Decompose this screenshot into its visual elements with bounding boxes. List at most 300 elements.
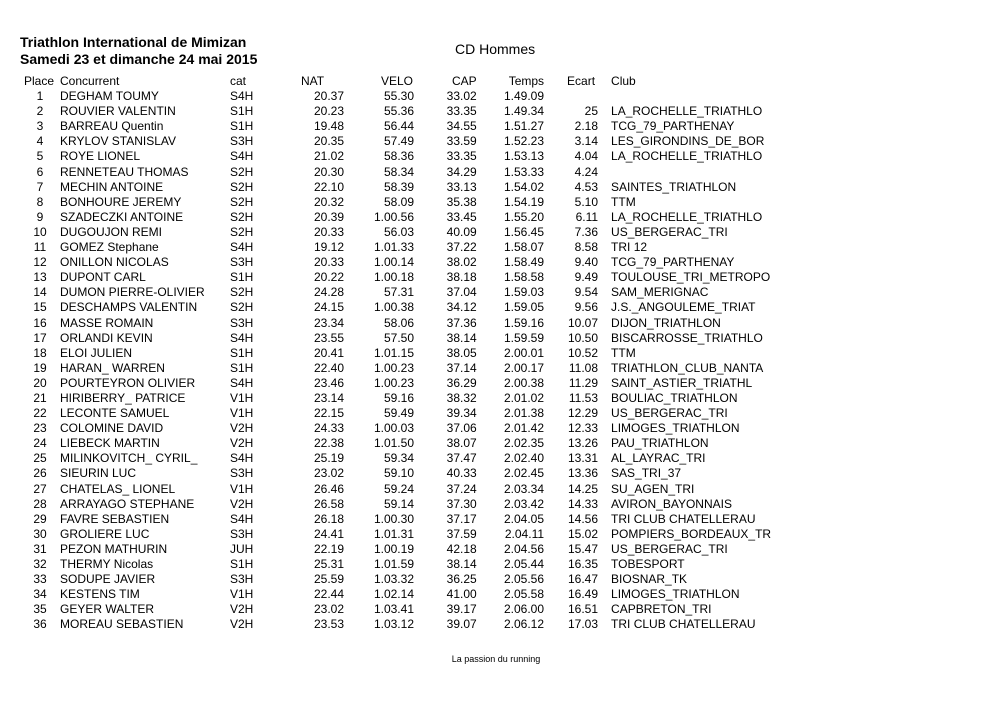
cell-temps: 2.00.17 xyxy=(503,360,545,375)
cell-cat: S4H xyxy=(230,149,254,164)
cell-nat: 24.15 xyxy=(313,300,344,315)
cell-nat: 20.32 xyxy=(313,194,344,209)
cell-ecart: 8.58 xyxy=(574,240,599,255)
cell-nat: 23.02 xyxy=(313,602,344,617)
cell-concurrent: DUPONT CARL xyxy=(60,270,146,285)
cell-cap: 39.07 xyxy=(446,617,477,632)
cell-ecart: 16.47 xyxy=(568,572,599,587)
col-header-cap: CAP xyxy=(452,74,477,88)
cell-concurrent: SZADECZKI ANTOINE xyxy=(60,209,184,224)
event-dates: Samedi 23 et dimanche 24 mai 2015 xyxy=(20,51,258,67)
results-table xyxy=(20,74,771,632)
cell-place: 10 xyxy=(33,224,47,239)
cell-place: 18 xyxy=(33,345,47,360)
cell-velo: 58.36 xyxy=(383,149,414,164)
cell-velo: 1.00.38 xyxy=(373,300,414,315)
cell-club: LA_ROCHELLE_TRIATHLO xyxy=(611,149,763,164)
cell-concurrent: THERMY Nicolas xyxy=(60,557,154,571)
cell-cap: 33.35 xyxy=(446,104,477,119)
cell-ecart: 9.40 xyxy=(574,255,599,270)
cell-club: PAU_TRIATHLON xyxy=(611,436,709,451)
cell-cap: 38.07 xyxy=(446,436,477,451)
cell-concurrent: CHATELAS_ LIONEL xyxy=(60,481,176,496)
cell-cat: V2H xyxy=(230,421,254,436)
cell-velo: 1.01.15 xyxy=(373,345,414,360)
cell-temps: 2.00.01 xyxy=(503,345,545,360)
cell-concurrent: DEGHAM TOUMY xyxy=(60,89,159,104)
cell-nat: 19.48 xyxy=(313,119,344,134)
table-row xyxy=(20,119,771,134)
cell-cap: 42.18 xyxy=(446,541,477,556)
cell-temps: 2.02.45 xyxy=(503,466,545,481)
cell-cat: S2H xyxy=(230,164,254,179)
col-header-ecart: Ecart xyxy=(567,74,596,88)
col-header-temps: Temps xyxy=(508,74,545,88)
cell-nat: 24.41 xyxy=(313,526,344,541)
cell-temps: 2.01.42 xyxy=(503,421,545,436)
cell-concurrent: ONILLON NICOLAS xyxy=(60,255,169,270)
cell-cat: S1H xyxy=(230,119,254,134)
cell-concurrent: MILINKOVITCH_ CYRIL_ xyxy=(60,451,198,466)
cell-concurrent: MECHIN ANTOINE xyxy=(60,179,164,194)
cell-temps: 2.00.38 xyxy=(503,375,545,390)
cell-place: 31 xyxy=(33,541,47,556)
cell-ecart: 16.35 xyxy=(568,557,599,571)
cell-place: 3 xyxy=(36,119,44,134)
cell-concurrent: POURTEYRON OLIVIER xyxy=(60,375,196,390)
cell-temps: 2.02.35 xyxy=(503,436,545,451)
cell-concurrent: GROLIERE LUC xyxy=(60,526,150,541)
table-row xyxy=(20,255,771,270)
cell-ecart: 16.51 xyxy=(568,602,599,617)
cell-cat: S4H xyxy=(230,330,254,345)
cell-concurrent: ROUVIER VALENTIN xyxy=(60,104,176,119)
cell-velo: 1.00.19 xyxy=(373,541,414,556)
cell-club: TOBESPORT xyxy=(611,557,685,571)
cell-cap: 41.00 xyxy=(446,587,477,602)
col-header-club: Club xyxy=(611,74,636,88)
cell-ecart: 9.54 xyxy=(574,285,599,300)
cell-cap: 33.45 xyxy=(446,209,477,224)
cell-cat: S1H xyxy=(230,270,254,285)
cell-velo: 1.03.32 xyxy=(373,572,414,587)
cell-place: 8 xyxy=(36,194,44,209)
cell-nat: 23.14 xyxy=(313,390,344,405)
cell-nat: 25.59 xyxy=(313,572,344,587)
cell-ecart: 10.50 xyxy=(568,330,599,345)
cell-club: US_BERGERAC_TRI xyxy=(611,541,728,556)
cell-cat: V2H xyxy=(230,436,254,451)
cell-nat: 23.53 xyxy=(313,617,344,632)
table-row xyxy=(20,270,771,285)
cell-club: AVIRON_BAYONNAIS xyxy=(611,496,732,511)
cell-nat: 23.55 xyxy=(313,330,344,345)
cell-nat: 20.33 xyxy=(313,255,344,270)
cell-temps: 1.54.02 xyxy=(503,179,545,194)
cell-velo: 1.01.50 xyxy=(373,436,414,451)
table-row xyxy=(20,331,771,346)
cell-cat: V1H xyxy=(230,406,254,421)
cell-cap: 33.59 xyxy=(446,134,477,149)
table-row xyxy=(20,225,771,240)
cell-velo: 59.14 xyxy=(383,496,414,511)
cell-velo: 1.02.14 xyxy=(373,587,414,602)
cell-ecart: 17.03 xyxy=(568,617,599,632)
cell-place: 9 xyxy=(36,209,44,224)
cell-nat: 20.37 xyxy=(313,89,344,104)
cell-cap: 37.22 xyxy=(446,240,477,255)
table-row xyxy=(20,557,771,572)
cell-place: 12 xyxy=(33,255,47,270)
cell-concurrent: ARRAYAGO STEPHANE xyxy=(60,496,195,511)
cell-ecart: 12.33 xyxy=(568,421,599,436)
cell-velo: 58.34 xyxy=(383,164,414,179)
cell-place: 32 xyxy=(33,557,47,571)
table-row xyxy=(20,497,771,512)
cell-temps: 1.58.58 xyxy=(503,270,545,285)
cell-temps: 1.54.19 xyxy=(503,194,545,209)
cell-place: 25 xyxy=(33,451,47,466)
cell-cap: 34.29 xyxy=(446,164,477,179)
cell-cat: S4H xyxy=(230,375,254,390)
cell-nat: 22.15 xyxy=(313,406,344,421)
cell-ecart: 14.33 xyxy=(568,496,599,511)
cell-place: 26 xyxy=(33,466,47,481)
cell-nat: 24.28 xyxy=(313,285,344,300)
cell-place: 4 xyxy=(36,134,44,149)
table-row xyxy=(20,195,771,210)
cell-nat: 20.30 xyxy=(313,164,344,179)
cell-cap: 37.24 xyxy=(446,481,477,496)
cell-temps: 2.06.00 xyxy=(503,602,545,617)
cell-cap: 40.09 xyxy=(446,224,477,239)
cell-concurrent: PEZON MATHURIN xyxy=(60,541,168,556)
cell-temps: 1.59.16 xyxy=(503,315,545,330)
cell-cap: 37.14 xyxy=(446,360,477,375)
cell-club xyxy=(598,165,771,180)
cell-velo: 1.00.14 xyxy=(373,255,414,270)
cell-cap: 37.06 xyxy=(446,421,477,436)
table-row xyxy=(20,482,771,497)
cell-cat: V1H xyxy=(230,587,254,602)
cell-ecart: 7.36 xyxy=(574,224,599,239)
cell-concurrent: ELOI JULIEN xyxy=(60,345,133,360)
cell-ecart: 11.08 xyxy=(568,360,599,375)
cell-cat: S2H xyxy=(230,224,254,239)
table-row xyxy=(20,180,771,195)
cell-temps: 1.58.49 xyxy=(503,255,545,270)
cell-temps: 1.51.27 xyxy=(503,119,545,134)
cell-place: 30 xyxy=(33,526,47,541)
cell-ecart: 25 xyxy=(584,104,599,119)
cell-cap: 38.14 xyxy=(446,557,477,571)
cell-nat: 19.12 xyxy=(313,240,344,255)
cell-temps: 1.59.05 xyxy=(503,300,545,315)
cell-velo: 55.30 xyxy=(383,89,414,104)
cell-nat: 20.23 xyxy=(313,104,344,119)
cell-temps: 1.53.33 xyxy=(503,164,545,179)
cell-concurrent: KRYLOV STANISLAV xyxy=(60,134,177,149)
cell-cat: S2H xyxy=(230,194,254,209)
cell-cap: 38.02 xyxy=(446,255,477,270)
cell-cat: V1H xyxy=(230,390,254,405)
cell-temps: 1.53.13 xyxy=(503,149,545,164)
cell-velo: 59.49 xyxy=(383,406,414,421)
cell-ecart: 11.29 xyxy=(568,375,599,390)
cell-place: 27 xyxy=(33,481,47,496)
cell-cap: 33.35 xyxy=(446,149,477,164)
cell-temps: 2.01.38 xyxy=(503,406,545,421)
cell-velo: 1.00.30 xyxy=(373,511,414,526)
event-title: Triathlon International de Mimizan xyxy=(20,34,247,50)
cell-nat: 20.35 xyxy=(313,134,344,149)
table-row xyxy=(20,587,771,602)
cell-cat: S2H xyxy=(230,285,254,300)
cell-cap: 36.29 xyxy=(446,375,477,390)
cell-club: J.S._ANGOULEME_TRIAT xyxy=(611,300,756,315)
cell-velo: 59.34 xyxy=(383,451,414,466)
cell-cap: 37.36 xyxy=(446,315,477,330)
cell-cap: 37.04 xyxy=(446,285,477,300)
cell-nat: 21.02 xyxy=(313,149,344,164)
cell-velo: 1.00.03 xyxy=(373,421,414,436)
table-row xyxy=(20,361,771,376)
cell-temps: 2.05.56 xyxy=(503,572,545,587)
cell-cat: S1H xyxy=(230,557,254,571)
cell-cat: V1H xyxy=(230,481,254,496)
cell-club: AL_LAYRAC_TRI xyxy=(611,451,706,466)
cell-place: 17 xyxy=(33,330,47,345)
cell-club: US_BERGERAC_TRI xyxy=(611,406,728,421)
cell-ecart: 13.31 xyxy=(568,451,599,466)
table-row xyxy=(20,466,771,481)
cell-club: TRI CLUB CHATELLERAU xyxy=(611,617,756,632)
cell-concurrent: HARAN_ WARREN xyxy=(60,360,165,375)
footer-tagline: La passion du running xyxy=(451,654,541,664)
cell-club: LES_GIRONDINS_DE_BOR xyxy=(611,134,765,149)
cell-concurrent: MASSE ROMAIN xyxy=(60,315,154,330)
cell-concurrent: BARREAU Quentin xyxy=(60,119,164,134)
cell-place: 13 xyxy=(33,270,47,285)
cell-club: SAS_TRI_37 xyxy=(611,466,682,481)
cell-cat: S3H xyxy=(230,255,254,270)
cell-nat: 20.33 xyxy=(313,224,344,239)
cell-place: 14 xyxy=(33,285,47,300)
cell-club: LIMOGES_TRIATHLON xyxy=(611,587,740,602)
cell-velo: 1.00.18 xyxy=(373,270,414,285)
table-row xyxy=(20,617,771,632)
cell-cap: 35.38 xyxy=(446,194,477,209)
cell-club: LIMOGES_TRIATHLON xyxy=(611,421,740,436)
cell-concurrent: GEYER WALTER xyxy=(60,602,155,617)
cell-temps: 2.04.56 xyxy=(503,541,545,556)
cell-club: SAM_MERIGNAC xyxy=(611,285,709,300)
cell-cap: 38.14 xyxy=(446,330,477,345)
cell-temps: 2.02.40 xyxy=(503,451,545,466)
cell-cat: V2H xyxy=(230,602,254,617)
cell-concurrent: FAVRE SEBASTIEN xyxy=(60,511,170,526)
col-header-nat: NAT xyxy=(301,74,325,88)
table-row xyxy=(20,602,771,617)
cell-nat: 20.22 xyxy=(313,270,344,285)
cell-ecart: 3.14 xyxy=(574,134,599,149)
cell-place: 11 xyxy=(33,240,47,255)
cell-ecart: 15.02 xyxy=(568,526,599,541)
cell-nat: 23.02 xyxy=(313,466,344,481)
cell-cat: S3H xyxy=(230,134,254,149)
cell-concurrent: LECONTE SAMUEL xyxy=(60,406,170,421)
cell-velo: 1.00.56 xyxy=(373,209,414,224)
cell-temps: 1.55.20 xyxy=(503,209,545,224)
cell-ecart: 4.04 xyxy=(574,149,599,164)
cell-velo: 58.39 xyxy=(383,179,414,194)
cell-ecart: 4.53 xyxy=(574,179,599,194)
table-row xyxy=(20,89,771,104)
cell-temps: 2.05.58 xyxy=(503,587,545,602)
header-row xyxy=(20,74,771,89)
cell-velo: 1.01.31 xyxy=(373,526,414,541)
cell-cap: 38.05 xyxy=(446,345,477,360)
cell-temps: 2.04.11 xyxy=(504,526,545,541)
cell-nat: 22.44 xyxy=(313,587,344,602)
cell-place: 28 xyxy=(33,496,47,511)
table-row xyxy=(20,285,771,300)
cell-club: SAINT_ASTIER_TRIATHL xyxy=(611,375,753,390)
cell-velo: 59.10 xyxy=(383,466,414,481)
cell-ecart: 14.25 xyxy=(568,481,599,496)
cell-temps: 2.03.42 xyxy=(503,496,545,511)
cell-velo: 1.00.23 xyxy=(373,360,414,375)
cell-temps: 1.58.07 xyxy=(503,240,545,255)
cell-velo: 1.00.23 xyxy=(373,375,414,390)
cell-temps: 1.59.03 xyxy=(503,285,545,300)
cell-nat: 23.46 xyxy=(313,375,344,390)
cell-club: LA_ROCHELLE_TRIATHLO xyxy=(611,209,763,224)
cell-club: BOULIAC_TRIATHLON xyxy=(611,390,738,405)
cell-club: POMPIERS_BORDEAUX_TR xyxy=(611,526,772,541)
cell-ecart: 9.49 xyxy=(574,270,599,285)
cell-cap: 38.18 xyxy=(446,270,477,285)
cell-concurrent: SIEURIN LUC xyxy=(60,466,137,481)
cell-concurrent: BONHOURE JEREMY xyxy=(60,194,182,209)
results-body xyxy=(20,89,771,632)
cell-temps: 2.05.44 xyxy=(503,557,545,571)
table-row xyxy=(20,300,771,315)
table-row xyxy=(20,512,771,527)
cell-club: TRI 12 xyxy=(611,240,648,255)
cell-velo: 55.36 xyxy=(383,104,414,119)
cell-nat: 25.19 xyxy=(313,451,344,466)
cell-cat: S2H xyxy=(230,209,254,224)
cell-nat: 22.38 xyxy=(313,436,344,451)
cell-cap: 38.32 xyxy=(446,390,477,405)
cell-ecart: 11.53 xyxy=(568,390,599,405)
cell-cat: S4H xyxy=(230,240,254,255)
cell-cat: V2H xyxy=(230,617,254,632)
cell-nat: 26.46 xyxy=(313,481,344,496)
cell-concurrent: LIEBECK MARTIN xyxy=(60,436,160,451)
cell-temps: 2.06.12 xyxy=(503,617,545,632)
cell-concurrent: KESTENS TIM xyxy=(60,587,140,602)
cell-temps: 2.04.05 xyxy=(503,511,545,526)
cell-cap: 40.33 xyxy=(446,466,477,481)
cell-temps: 2.01.02 xyxy=(503,390,545,405)
cell-cap: 39.34 xyxy=(446,406,477,421)
cell-place: 2 xyxy=(36,104,44,119)
cell-temps: 1.59.59 xyxy=(503,330,545,345)
cell-club: TCG_79_PARTHENAY xyxy=(611,255,735,270)
cell-velo: 1.03.12 xyxy=(373,617,414,632)
cell-place: 34 xyxy=(33,587,47,602)
cell-temps: 1.49.34 xyxy=(503,104,545,119)
cell-concurrent: DUMON PIERRE-OLIVIER xyxy=(60,285,205,300)
table-row xyxy=(20,451,771,466)
table-row xyxy=(20,134,771,149)
cell-club xyxy=(598,89,771,104)
cell-ecart: 9.56 xyxy=(574,300,599,315)
cell-club: CAPBRETON_TRI xyxy=(611,602,712,617)
table-row xyxy=(20,421,771,436)
cell-club: BIOSNAR_TK xyxy=(611,572,688,587)
cell-concurrent: GOMEZ Stephane xyxy=(60,240,159,255)
cell-club: TTM xyxy=(611,345,636,360)
cell-place: 7 xyxy=(36,179,44,194)
cell-club: TCG_79_PARTHENAY xyxy=(611,119,735,134)
cell-concurrent: ROYE LIONEL xyxy=(60,149,141,164)
cell-place: 36 xyxy=(33,617,47,632)
cell-nat: 26.18 xyxy=(313,511,344,526)
col-header-concurrent: Concurrent xyxy=(60,74,120,88)
cell-ecart: 2.18 xyxy=(574,119,599,134)
cell-nat: 25.31 xyxy=(313,557,344,571)
cell-velo: 59.24 xyxy=(383,481,414,496)
cell-velo: 1.01.59 xyxy=(373,557,414,571)
cell-temps: 1.52.23 xyxy=(503,134,545,149)
cell-velo: 58.09 xyxy=(383,194,414,209)
table-row xyxy=(20,316,771,331)
cell-cap: 36.25 xyxy=(446,572,477,587)
cell-concurrent: MOREAU SEBASTIEN xyxy=(60,617,184,632)
col-header-place: Place xyxy=(24,74,55,88)
cell-cat: JUH xyxy=(230,541,254,556)
table-row xyxy=(20,210,771,225)
table-row xyxy=(20,542,771,557)
cell-ecart: 4.24 xyxy=(574,164,599,179)
cell-nat: 22.40 xyxy=(313,360,344,375)
cell-cap: 33.13 xyxy=(446,179,477,194)
category-title: CD Hommes xyxy=(455,41,536,57)
cell-concurrent: HIRIBERRY_ PATRICE xyxy=(60,390,186,405)
cell-club: TRIATHLON_CLUB_NANTA xyxy=(611,360,764,375)
cell-cat: V2H xyxy=(230,496,254,511)
cell-cat: S2H xyxy=(230,300,254,315)
cell-ecart: 14.56 xyxy=(568,511,599,526)
cell-place: 33 xyxy=(33,572,47,587)
cell-place: 6 xyxy=(36,164,44,179)
cell-cat: S3H xyxy=(230,315,254,330)
cell-place: 1 xyxy=(36,89,44,104)
cell-place: 21 xyxy=(33,390,47,405)
cell-place: 15 xyxy=(33,300,47,315)
cell-cat: S3H xyxy=(230,526,254,541)
cell-cat: S1H xyxy=(230,360,254,375)
cell-ecart: 13.26 xyxy=(568,436,599,451)
cell-cap: 34.12 xyxy=(446,300,477,315)
cell-cat: S4H xyxy=(230,451,254,466)
cell-cap: 37.30 xyxy=(446,496,477,511)
cell-cat: S1H xyxy=(230,345,254,360)
cell-ecart: 16.49 xyxy=(568,587,599,602)
